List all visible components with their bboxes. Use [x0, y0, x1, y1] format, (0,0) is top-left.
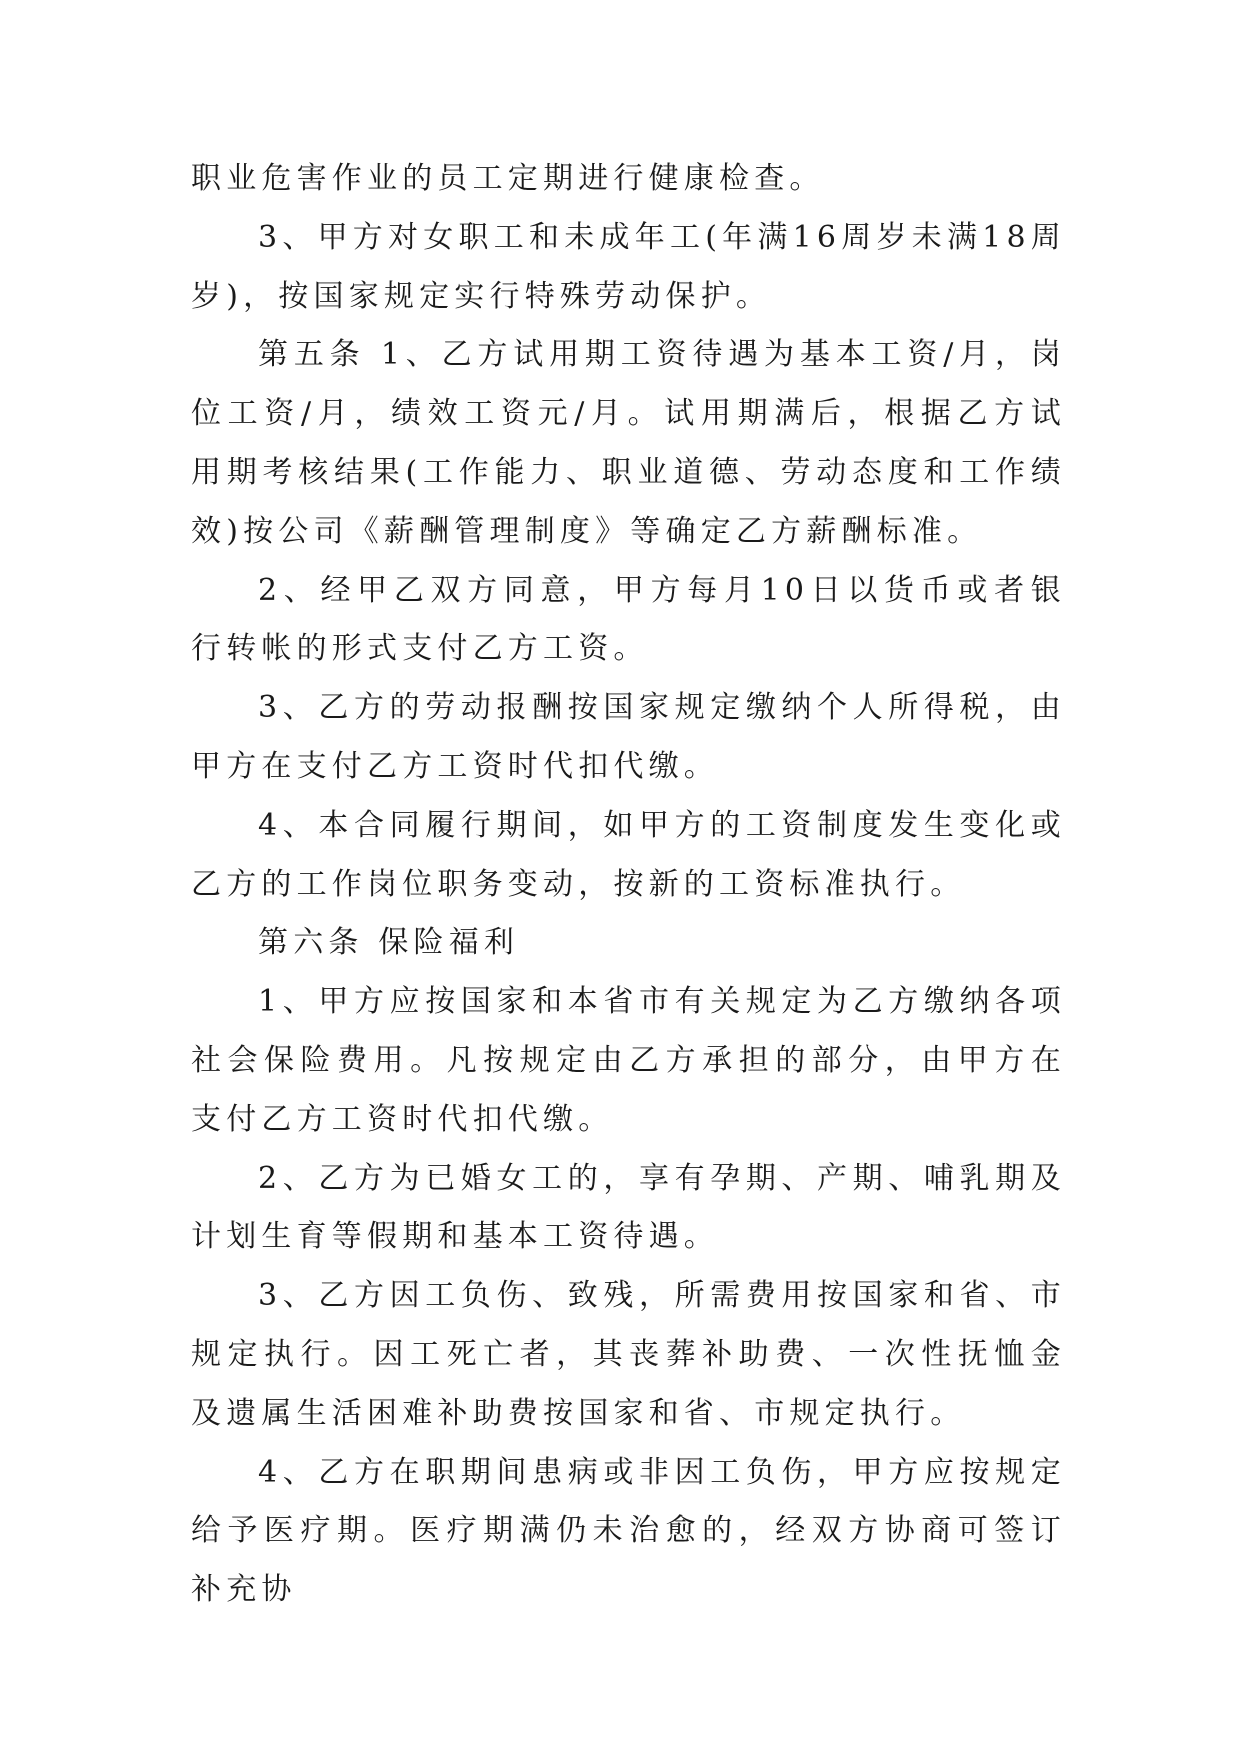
paragraph-maternity-leave: 2、乙方为已婚女工的，享有孕期、产期、哺乳期及计划生育等假期和基本工资待遇。	[191, 1160, 1066, 1255]
paragraph-income-tax: 3、乙方的劳动报酬按国家规定缴纳个人所得税，由甲方在支付乙方工资时代扣代缴。	[191, 690, 1066, 784]
paragraph-medical-period: 4、乙方在职期间患病或非因工负伤，甲方应按规定给予医疗期。医疗期满仍未治愈的，经双方协商可签订补充协	[191, 1454, 1066, 1608]
heading-article-6-insurance: 第六条 保险福利	[258, 925, 520, 961]
paragraph-social-insurance: 1、甲方应按国家和本省市有关规定为乙方缴纳各项社会保险费用。凡按规定由乙方承担的部分，由甲方在支付乙方工资时代扣代缴。	[191, 984, 1066, 1137]
paragraph-salary-payment: 2、经甲乙双方同意，甲方每月10日以货币或者银行转帐的形式支付乙方工资。	[191, 572, 1066, 667]
contract-text-body	[191, 150, 1066, 1620]
paragraph-salary-change: 4、本合同履行期间，如甲方的工资制度发生变化或乙方的工作岗位职务变动，按新的工资标准执行。	[191, 807, 1066, 902]
paragraph-health-check: 职业危害作业的员工定期进行健康检查。	[191, 161, 825, 196]
paragraph-work-injury: 3、乙方因工负伤、致残，所需费用按国家和省、市规定执行。因工死亡者，其丧葬补助费、一次性抚恤金及遗属生活困难补助费按国家和省、市规定执行。	[191, 1278, 1066, 1431]
paragraph-special-protection: 3、甲方对女职工和未成年工(年满16周岁未满18周岁)，按国家规定实行特殊劳动保护。	[191, 219, 1066, 314]
paragraph-article-5-probation-salary: 第五条 1、乙方试用期工资待遇为基本工资/月，岗位工资/月，绩效工资元/月。试用期满后，根据乙方试用期考核结果(工作能力、职业道德、劳动态度和工作绩效)按公司《薪酬管理制度》等确定乙方薪酬标准。	[191, 337, 1066, 549]
